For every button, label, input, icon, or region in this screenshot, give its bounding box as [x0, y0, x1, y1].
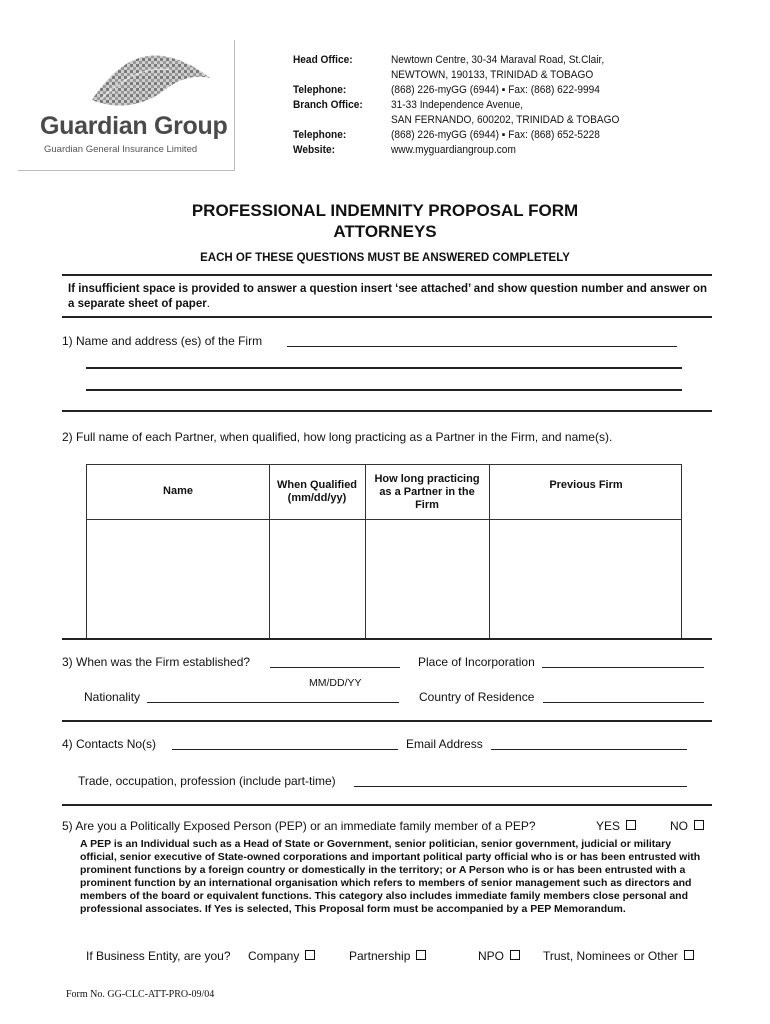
question-1-label: 1) Name and address (es) of the Firm: [62, 334, 263, 348]
column-header-qualified-line2: (mm/dd/yy): [287, 492, 347, 504]
npo-checkbox[interactable]: [510, 950, 520, 960]
country-of-residence-label: Country of Residence: [419, 690, 535, 704]
page-title-line2: ATTORNEYS: [333, 222, 437, 241]
name-cell[interactable]: [87, 520, 269, 638]
business-entity-label: If Business Entity, are you?: [86, 949, 231, 963]
partnership-label: Partnership: [349, 949, 411, 963]
form-number: Form No. GG-CLC-ATT-PRO-09/04: [66, 989, 215, 1000]
firm-address-field-1[interactable]: [86, 367, 682, 369]
head-office-label: Head Office:: [293, 54, 353, 66]
nationality-label: Nationality: [84, 690, 141, 704]
npo-label: NPO: [478, 949, 505, 963]
pep-yes-label: YES: [596, 819, 621, 833]
divider: [62, 316, 712, 318]
practicing-cell[interactable]: [366, 520, 489, 638]
partnership-option[interactable]: [349, 949, 426, 963]
country-of-residence-field[interactable]: [543, 702, 704, 703]
branch-telephone: (868) 226-myGG (6944) ▪ Fax: (868) 652-5228: [391, 129, 600, 141]
trade-occupation-field[interactable]: [354, 786, 687, 787]
head-office-address-1: Newtown Centre, 30-34 Maraval Road, St.Clair,: [391, 54, 605, 66]
column-header-name: Name: [163, 485, 193, 497]
partners-table: [86, 464, 682, 639]
note-period: .: [206, 298, 210, 310]
contact-numbers-field[interactable]: [172, 749, 398, 750]
column-header-practicing: [365, 473, 489, 512]
logo-subtitle: Guardian General Insurance Limited: [44, 144, 198, 155]
divider: [62, 638, 712, 640]
date-format-hint: MM/DD/YY: [309, 677, 362, 689]
divider: [62, 804, 712, 806]
pep-yes-checkbox[interactable]: [626, 820, 636, 830]
npo-option[interactable]: [478, 949, 520, 963]
partnership-checkbox[interactable]: [416, 950, 426, 960]
trade-occupation-label: Trade, occupation, profession (include part-time): [78, 774, 336, 788]
firm-address-field-2[interactable]: [86, 389, 682, 391]
head-telephone: (868) 226-myGG (6944) ▪ Fax: (868) 622-9994: [391, 84, 600, 96]
branch-telephone-label: Telephone:: [293, 129, 347, 141]
branch-address-2: SAN FERNANDO, 600202, TRINIDAD & TOBAGO: [391, 114, 620, 126]
logo-name: Guardian Group: [40, 112, 228, 140]
company-label: Company: [248, 949, 300, 963]
email-address-label: Email Address: [406, 737, 483, 751]
column-header-qualified: [269, 479, 365, 505]
head-telephone-label: Telephone:: [293, 84, 347, 96]
website-label: Website:: [293, 144, 335, 156]
website-link[interactable]: www.myguardiangroup.com: [391, 144, 516, 156]
trust-checkbox[interactable]: [684, 950, 694, 960]
note-text: If insufficient space is provided to answer a question insert ‘see attached’ and show question number and answer on a separate sheet of paper: [68, 283, 708, 310]
column-header-practicing-line1: How long practicing: [374, 473, 480, 485]
column-header-practicing-line3: Firm: [415, 499, 439, 511]
question-2-label: 2) Full name of each Partner, when qualified, how long practicing as a Partner in the Firm, and name(s).: [62, 430, 613, 444]
question-3-label: 3) When was the Firm established?: [62, 655, 251, 669]
column-header-practicing-line2: as a Partner in the: [379, 486, 475, 498]
divider: [62, 274, 712, 276]
column-header-qualified-line1: When Qualified: [276, 479, 358, 491]
branch-office-label: Branch Office:: [293, 99, 363, 111]
email-address-field[interactable]: [491, 749, 687, 750]
company-option[interactable]: [248, 949, 315, 963]
logo: [18, 40, 235, 171]
question-5-label: 5) Are you a Politically Exposed Person (PEP) or an immediate family member of a PEP?: [62, 819, 536, 833]
company-checkbox[interactable]: [305, 950, 315, 960]
pep-no-label: NO: [670, 819, 688, 833]
pep-no-checkbox[interactable]: [694, 820, 704, 830]
divider: [62, 720, 712, 722]
pep-yes-option[interactable]: [596, 819, 636, 833]
guardian-wave-logo-icon: [82, 40, 212, 112]
pep-definition: A PEP is an Individual such as a Head of State or Government, senior politician, senior government, judicial or military official, senior executive of State-owned corporations and important political party official who is or has been entrusted with prominent functions by a foreign country or domestically in the territory; or A Person who is or has been entrusted with a prominent function by an international organisation which refers to members of senior management such as directors and members of the board or equivalent functions. This category also includes immediate family members close personal and professional associates. If Yes is selected, This Proposal form must be accompanied by a PEP Memorandum.: [80, 838, 701, 915]
trust-label: Trust, Nominees or Other: [543, 949, 678, 963]
page-title: PROFESSIONAL INDEMNITY PROPOSAL FORM: [191, 201, 579, 220]
column-header-previous-firm: Previous Firm: [549, 479, 623, 491]
nationality-field[interactable]: [147, 702, 399, 703]
established-date-field[interactable]: [270, 667, 400, 668]
instructions-note: [68, 282, 713, 312]
branch-address-1: 31-33 Independence Avenue,: [391, 99, 524, 111]
previous-firm-cell[interactable]: [490, 520, 681, 638]
place-of-incorporation-label: Place of Incorporation: [418, 655, 535, 669]
instructions-heading: EACH OF THESE QUESTIONS MUST BE ANSWERED COMPLETELY: [200, 252, 570, 264]
place-of-incorporation-field[interactable]: [542, 667, 704, 668]
pep-no-option[interactable]: [670, 819, 704, 833]
qualified-cell[interactable]: [270, 520, 365, 638]
trust-option[interactable]: [543, 949, 694, 963]
question-4-label: 4) Contacts No(s): [62, 737, 157, 751]
firm-name-field[interactable]: [287, 346, 677, 347]
head-office-address-2: NEWTOWN, 190133, TRINIDAD & TOBAGO: [391, 69, 594, 81]
divider: [62, 410, 712, 412]
